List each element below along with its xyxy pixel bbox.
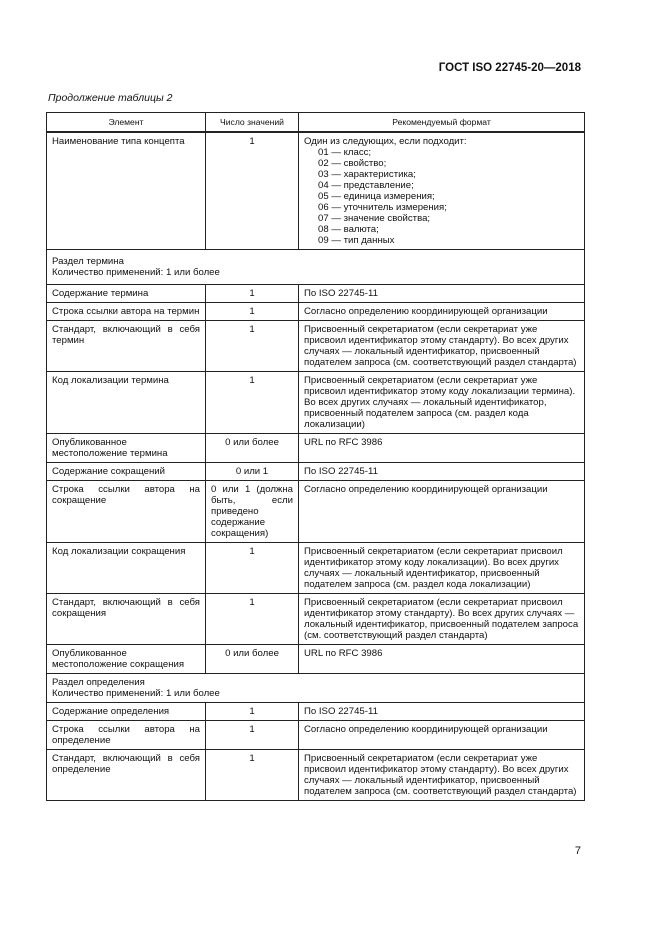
table-row xyxy=(47,750,585,801)
table-row-concept-type xyxy=(47,132,585,250)
section-usage: Количество применений: 1 или более xyxy=(52,267,220,278)
format-option: 06 — уточнитель измерения; xyxy=(318,202,447,213)
section-cell xyxy=(47,250,585,285)
format-option: 09 — тип данных xyxy=(318,235,395,246)
format-cell: URL по RFC 3986 xyxy=(299,645,585,674)
table-row xyxy=(47,703,585,721)
table-row xyxy=(47,463,585,481)
section-usage: Количество применений: 1 или более xyxy=(52,688,220,699)
count-cell: 1 xyxy=(206,372,299,434)
document-code: ГОСТ ISO 22745-20—2018 xyxy=(438,62,581,74)
count-cell: 0 или более xyxy=(206,434,299,463)
element-cell: Стандарт, включающий в себя термин xyxy=(47,321,206,372)
count-cell: 1 xyxy=(206,594,299,645)
element-cell: Опубликованное местоположение сокращения xyxy=(47,645,206,674)
table-row xyxy=(47,543,585,594)
count-cell: 1 xyxy=(206,750,299,801)
table-row xyxy=(47,303,585,321)
format-option: 02 — свойство; xyxy=(318,158,387,169)
count-cell: 1 xyxy=(206,721,299,750)
table-row xyxy=(47,645,585,674)
count-cell: 1 xyxy=(206,543,299,594)
format-cell: Согласно определению координирующей организации xyxy=(299,481,585,543)
format-cell xyxy=(299,132,585,250)
element-cell: Наименование типа концепта xyxy=(47,132,206,250)
column-header-count: Число значений xyxy=(206,113,299,133)
format-cell: URL по RFC 3986 xyxy=(299,434,585,463)
element-cell: Код локализации термина xyxy=(47,372,206,434)
element-cell: Строка ссылки автора на сокращение xyxy=(47,481,206,543)
format-cell: Присвоенный секретариатом (если секретариат уже присвоил идентификатор этому коду локализации термина). Во всех других случаях — локальный идентификатор, присвоенный подателем запроса (см. раздел кода локализации) xyxy=(299,372,585,434)
element-cell: Содержание сокращений xyxy=(47,463,206,481)
count-cell: 1 xyxy=(206,703,299,721)
format-cell: Присвоенный секретариатом (если секретариат уже присвоил идентификатор этому стандарту). Во всех других случаях — локальный идентификатор, присвоенный подателем запроса (см. соответствующий раздел стандарта) xyxy=(299,321,585,372)
format-option: 07 — значение свойства; xyxy=(318,213,431,224)
format-cell: Присвоенный секретариатом (если секретариат присвоил идентификатор этому стандарту). Во всех других случаях — локальный идентификатор, присвоенный подателем запроса (см. соответствующий раздел стандарта) xyxy=(299,594,585,645)
column-header-format: Рекомендуемый формат xyxy=(299,113,585,133)
column-header-element: Элемент xyxy=(47,113,206,133)
format-cell: Согласно определению координирующей организации xyxy=(299,303,585,321)
section-cell xyxy=(47,674,585,703)
table-row xyxy=(47,434,585,463)
format-option: 08 — валюта; xyxy=(318,224,379,235)
table-row xyxy=(47,285,585,303)
table-row xyxy=(47,594,585,645)
format-option: 05 — единица измерения; xyxy=(318,191,435,202)
format-cell: Присвоенный секретариатом (если секретариат уже присвоил идентификатор этому стандарту). Во всех других случаях — локальный идентификатор, присвоенный подателем запроса (см. соответствующий раздел стандарта) xyxy=(299,750,585,801)
format-intro: Один из следующих, если подходит: xyxy=(304,136,467,147)
element-cell: Опубликованное местоположение термина xyxy=(47,434,206,463)
format-option: 01 — класс; xyxy=(318,147,372,158)
format-cell: Присвоенный секретариатом (если секретариат присвоил идентификатор этому коду локализации). Во всех других случаях — локальный идентификатор, присвоенный подателем запроса (см. раздел кода локализации) xyxy=(299,543,585,594)
section-title: Раздел определения xyxy=(52,677,145,688)
format-cell: По ISO 22745-11 xyxy=(299,703,585,721)
section-row-term xyxy=(47,250,585,285)
element-cell: Стандарт, включающий в себя определение xyxy=(47,750,206,801)
requirements-table xyxy=(46,112,585,801)
count-cell: 0 или 1 xyxy=(206,463,299,481)
element-cell: Содержание определения xyxy=(47,703,206,721)
element-cell: Строка ссылки автора на определение xyxy=(47,721,206,750)
table-row xyxy=(47,321,585,372)
format-cell: Согласно определению координирующей организации xyxy=(299,721,585,750)
count-cell: 1 xyxy=(206,321,299,372)
section-title: Раздел термина xyxy=(52,256,124,267)
format-option: 04 — представление; xyxy=(318,180,414,191)
table-caption: Продолжение таблицы 2 xyxy=(48,92,173,104)
count-cell: 1 xyxy=(206,132,299,250)
element-cell: Содержание термина xyxy=(47,285,206,303)
table-row xyxy=(47,372,585,434)
count-cell: 1 xyxy=(206,285,299,303)
count-cell: 1 xyxy=(206,303,299,321)
element-cell: Код локализации сокращения xyxy=(47,543,206,594)
format-cell: По ISO 22745-11 xyxy=(299,285,585,303)
table-header-row xyxy=(47,113,585,133)
element-cell: Стандарт, включающий в себя сокращения xyxy=(47,594,206,645)
count-cell: 0 или 1 (должна быть, если приведено содержание сокращения) xyxy=(206,481,299,543)
count-cell: 0 или более xyxy=(206,645,299,674)
page-number: 7 xyxy=(574,845,581,857)
format-cell: По ISO 22745-11 xyxy=(299,463,585,481)
section-row-definition xyxy=(47,674,585,703)
table-row xyxy=(47,481,585,543)
format-option: 03 — характеристика; xyxy=(318,169,416,180)
element-cell: Строка ссылки автора на термин xyxy=(47,303,206,321)
table-row xyxy=(47,721,585,750)
